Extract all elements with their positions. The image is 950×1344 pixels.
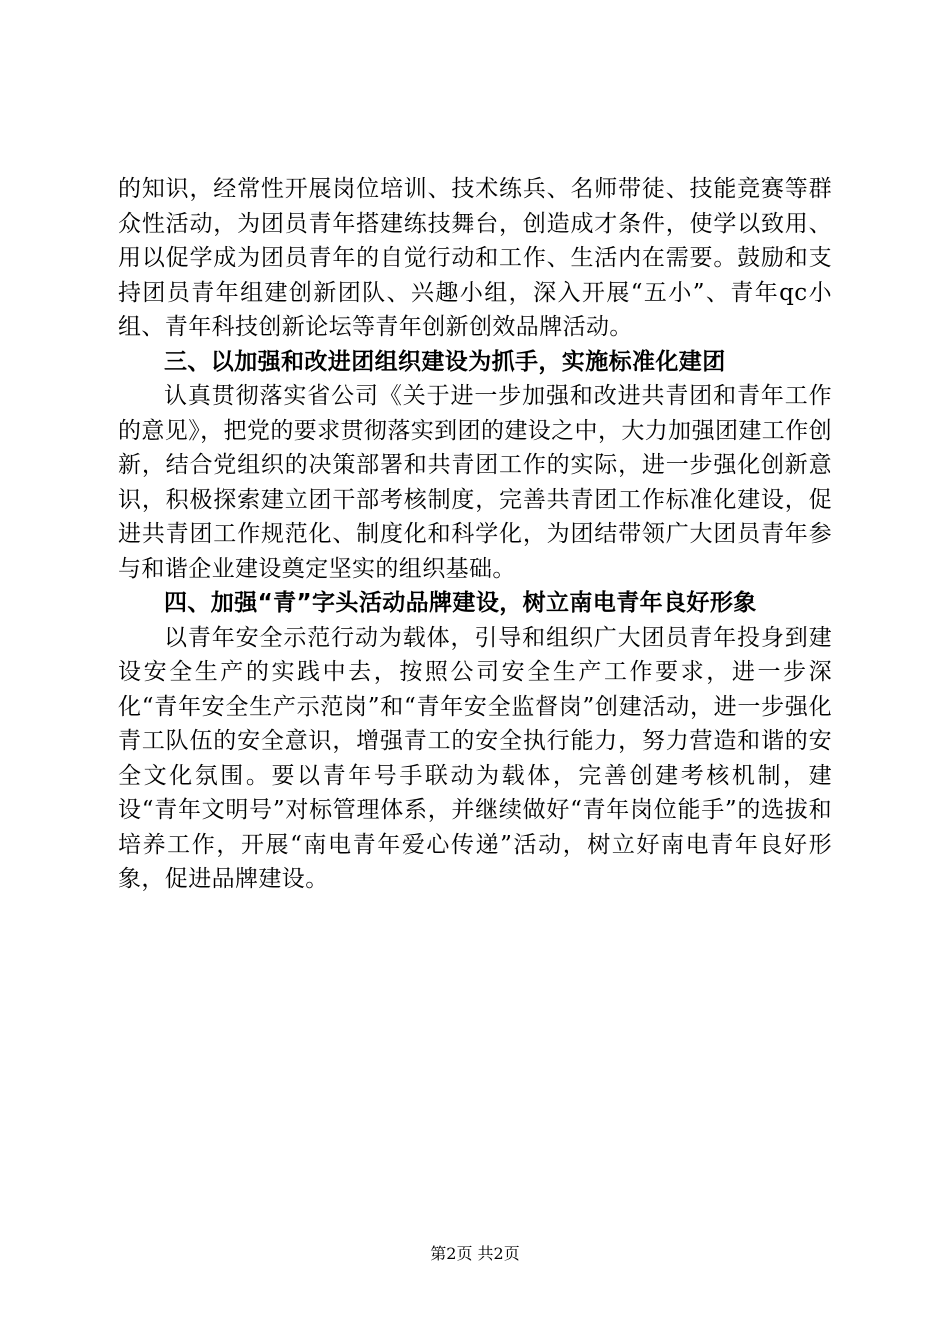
page-number-footer: 第2页 共2页 <box>430 1244 520 1263</box>
paragraph-section-three: 认真贯彻落实省公司《关于进一步加强和改进共青团和青年工作的意见》，把党的要求贯彻落实到团的建设之中，大力加强团建工作创新，结合党组织的决策部署和共青团工作的实际，进一步强化创新意识，积极探索建立团干部考核制度，完善共青团工作标准化建设，促进共青团工作规范化、制度化和科学化，为团结带领广大团员青年参与和谐企业建设奠定坚实的组织基础。 <box>118 383 832 582</box>
section-heading-four: 四、加强“青”字头活动品牌建设，树立南电青年良好形象 <box>164 590 757 616</box>
section-heading-three: 三、以加强和改进团组织建设为抓手，实施标准化建团 <box>164 348 726 375</box>
paragraph-continuation: 的知识，经常性开展岗位培训、技术练兵、名师带徒、技能竞赛等群众性活动，为团员青年搭建练技舞台，创造成才条件，使学以致用、用以促学成为团员青年的自觉行动和工作、生活内在需要。鼓励和支持团员青年组建创新团队、兴趣小组，深入开展“五小”、青年qc小组、青年科技创新论坛等青年创新创效品牌活动。 <box>118 176 832 340</box>
paragraph-section-four: 以青年安全示范行动为载体，引导和组织广大团员青年投身到建设安全生产的实践中去，按照公司安全生产工作要求，进一步深化“青年安全生产示范岗”和“青年安全监督岗”创建活动，进一步强化青工队伍的安全意识，增强青工的安全执行能力，努力营造和谐的安全文化氛围。要以青年号手联动为载体，完善创建考核机制，建设“青年文明号”对标管理体系，并继续做好“青年岗位能手”的选拔和培养工作，开展“南电青年爱心传递”活动，树立好南电青年良好形象，促进品牌建设。 <box>118 624 832 892</box>
document-body <box>118 172 832 897</box>
